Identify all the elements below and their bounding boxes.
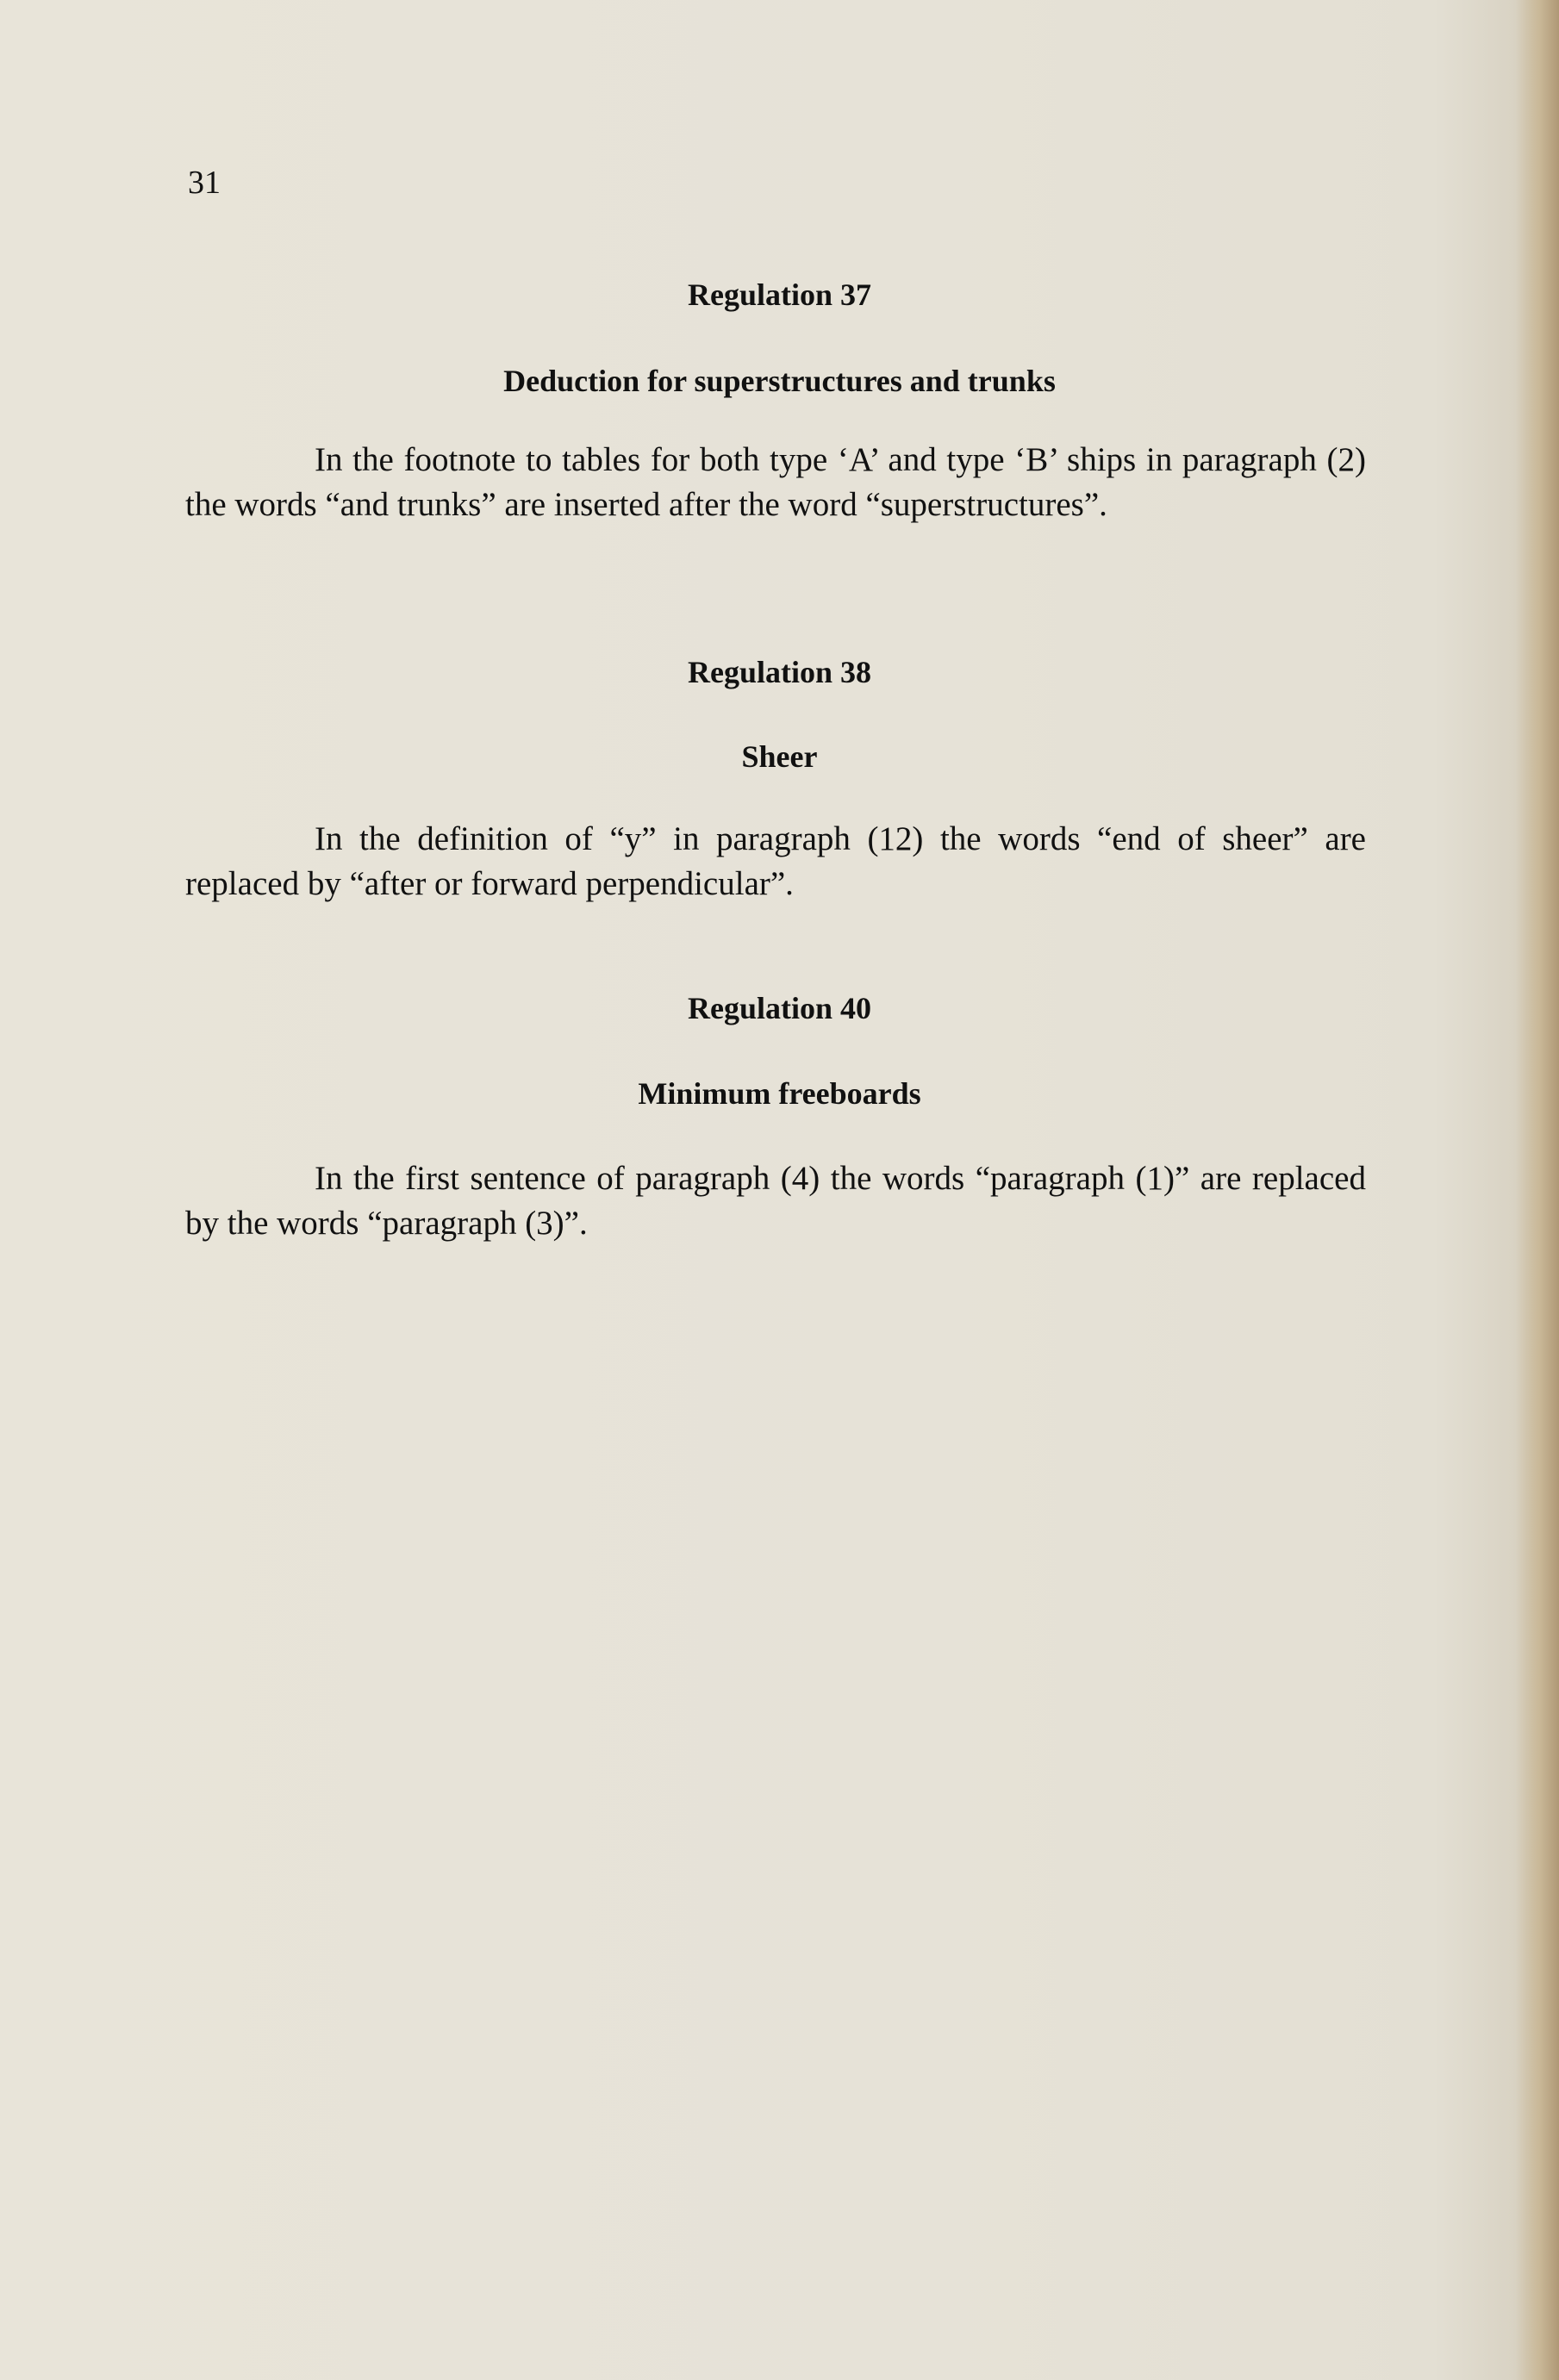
regulation-38-text: In the definition of “y” in paragraph (12) the words “end of sheer” are replaced by “after or forward perpendicular”.	[185, 820, 1366, 902]
regulation-37-text: In the footnote to tables for both type ‘A’ and type ‘B’ ships in paragraph (2) the words “and trunks” are inserted after the word “superstructures”.	[185, 441, 1366, 523]
page-number: 31	[188, 165, 221, 201]
regulation-40-heading: Regulation 40	[687, 991, 871, 1025]
book-spine-shadow	[1516, 0, 1559, 2380]
regulation-40-subtitle: Minimum freeboards	[638, 1076, 921, 1111]
regulation-40-text: In the first sentence of paragraph (4) the words “paragraph (1)” are replaced by the words “paragraph (3)”.	[185, 1160, 1366, 1242]
regulation-37-heading: Regulation 37	[687, 277, 871, 312]
regulation-38-subtitle: Sheer	[741, 739, 818, 774]
regulation-37-subtitle: Deduction for superstructures and trunks	[503, 364, 1056, 398]
regulation-38-heading: Regulation 38	[687, 655, 871, 689]
